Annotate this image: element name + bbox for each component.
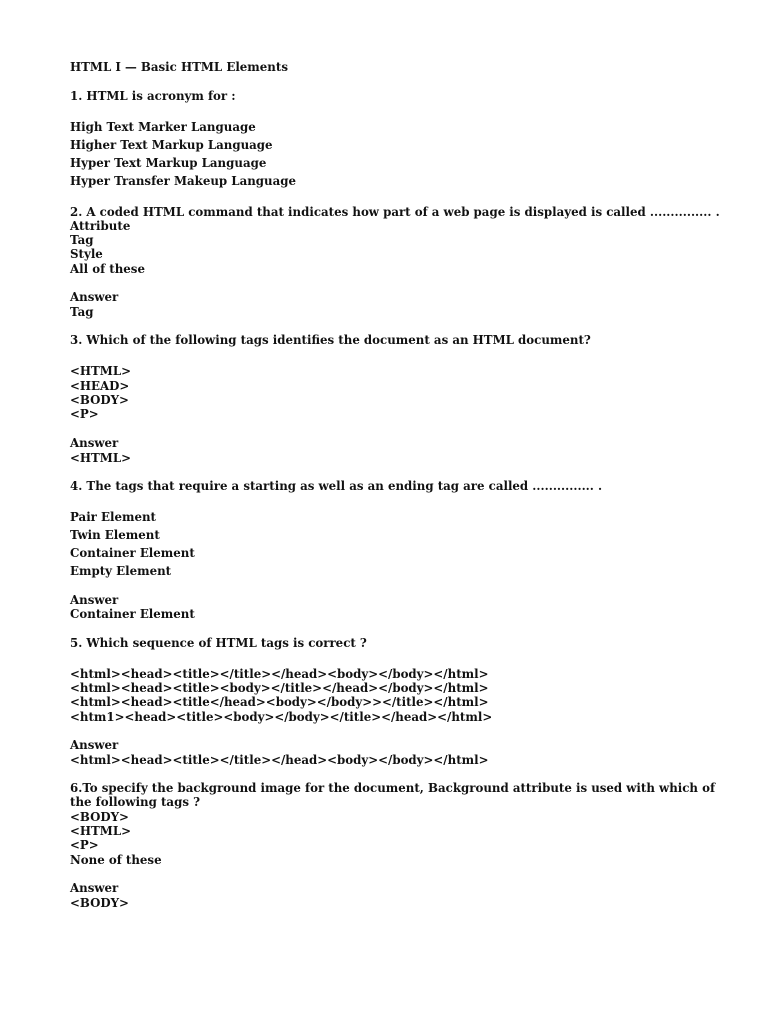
q6-option-1: <BODY>: [70, 810, 129, 824]
q5-answer: <html><head><title></title></head><body></body></html>: [70, 753, 489, 767]
q2-option-4: All of these: [70, 262, 145, 276]
q1-option-1: High Text Marker Language: [70, 120, 256, 134]
q2-option-1: Attribute: [70, 219, 131, 233]
q4-option-4: Empty Element: [70, 564, 172, 578]
q6-option-2: <HTML>: [70, 824, 132, 838]
q6-answer-label: Answer: [70, 881, 119, 895]
q4-option-3: Container Element: [70, 546, 195, 560]
q5-answer-label: Answer: [70, 738, 119, 752]
q6-option-3: <P>: [70, 838, 99, 852]
q1-option-3: Hyper Text Markup Language: [70, 156, 267, 170]
q4-answer: Container Element: [70, 607, 195, 621]
q2-option-3: Style: [70, 247, 103, 261]
question-4: 4. The tags that require a starting as well as an ending tag are called ............... .: [70, 479, 603, 493]
q3-option-3: <BODY>: [70, 393, 129, 407]
q5-option-2: <html><head><title><body></title></head></body></html>: [70, 681, 489, 695]
q3-option-1: <HTML>: [70, 364, 132, 378]
q2-answer-label: Answer: [70, 290, 119, 304]
question-6: 6.To specify the background image for the document, Background attribute is used with which of the following tags ?: [70, 781, 716, 809]
q3-answer-label: Answer: [70, 436, 119, 450]
q2-answer: Tag: [70, 305, 94, 319]
q2-option-2: Tag: [70, 233, 94, 247]
question-1: 1. HTML is acronym for :: [70, 89, 236, 103]
q4-answer-label: Answer: [70, 593, 119, 607]
q6-answer: <BODY>: [70, 896, 129, 910]
q6-option-4: None of these: [70, 853, 162, 867]
q1-option-2: Higher Text Markup Language: [70, 138, 273, 152]
q4-option-1: Pair Element: [70, 510, 156, 524]
q5-option-1: <html><head><title></title></head><body></body></html>: [70, 667, 489, 681]
question-3: 3. Which of the following tags identifies the document as an HTML document?: [70, 333, 591, 347]
question-2: 2. A coded HTML command that indicates how part of a web page is displayed is called ............... .: [70, 205, 720, 219]
q3-option-4: <P>: [70, 407, 99, 421]
q1-option-4: Hyper Transfer Makeup Language: [70, 174, 297, 188]
document-title: HTML I — Basic HTML Elements: [70, 60, 288, 74]
question-5: 5. Which sequence of HTML tags is correct ?: [70, 636, 367, 650]
q3-option-2: <HEAD>: [70, 379, 130, 393]
q4-option-2: Twin Element: [70, 528, 160, 542]
q3-answer: <HTML>: [70, 451, 132, 465]
q5-option-4: <htm1><head><title><body></body></title></head></html>: [70, 710, 493, 724]
q5-option-3: <html><head><title</head><body></body>></title></html>: [70, 695, 489, 709]
